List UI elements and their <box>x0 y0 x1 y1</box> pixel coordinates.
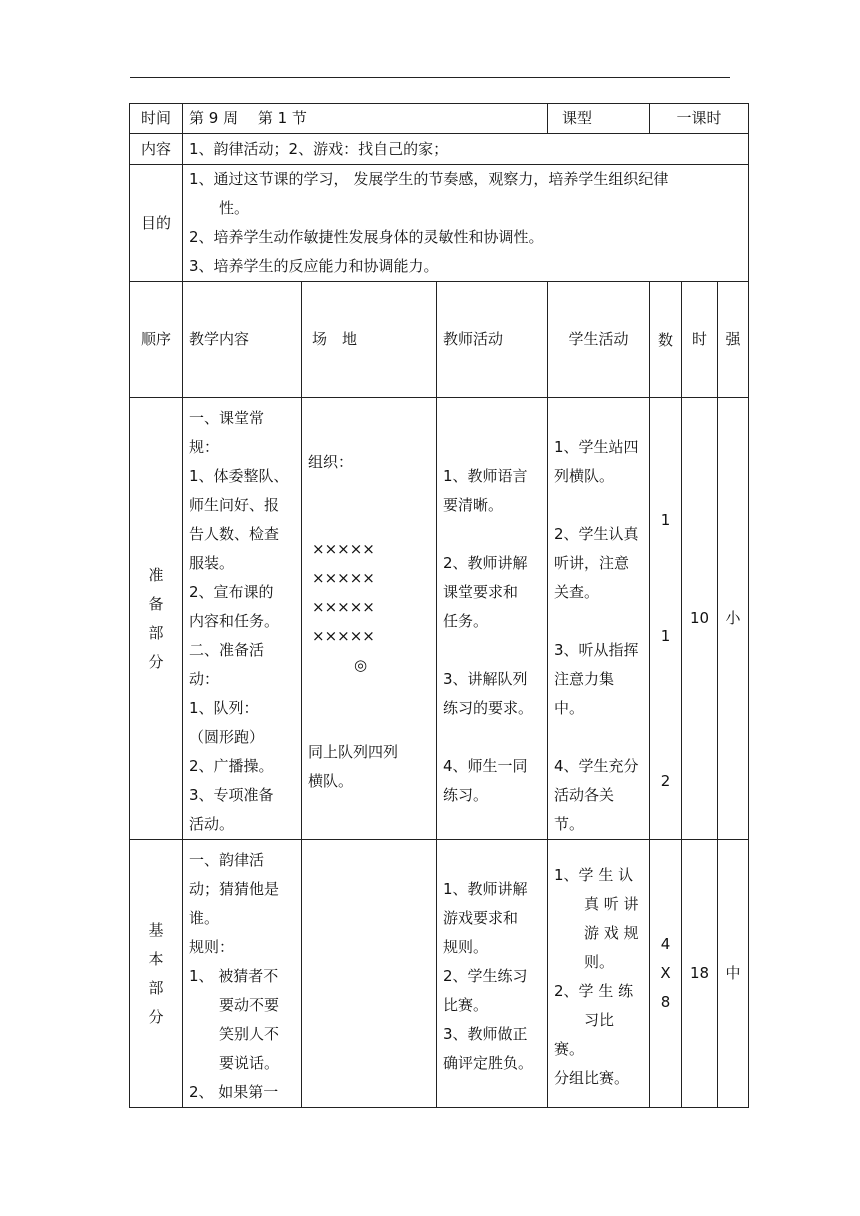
venue-org-label: 组织： <box>308 452 354 471</box>
lesson-type-label: 课型 <box>548 104 650 134</box>
formation-row: ××××× <box>312 626 375 645</box>
basic-teacher <box>437 840 548 1108</box>
formation-row: ××××× <box>312 597 375 616</box>
prep-section-row <box>130 398 749 840</box>
header-rule <box>130 77 730 78</box>
basic-section-label <box>130 840 183 1108</box>
prep-teacher-text: 1、教师语言 要清晰。 2、教师讲解 课堂要求和 任务。 3、讲解队列 练习的要求。 4、师生一同 练习。 <box>443 467 534 804</box>
goal-item: 1、通过这节课的学习， 发展学生的节奏感，观察力，培养学生组织纪律 <box>189 170 669 188</box>
col-time: 时 <box>682 282 718 398</box>
goal-item: 3、培养学生的反应能力和协调能力。 <box>189 257 439 275</box>
lesson-plan-table <box>129 103 749 1108</box>
col-student: 学生活动 <box>548 282 650 398</box>
col-count: 数 <box>650 282 682 398</box>
venue-note: 同上队列四列 横队。 <box>308 742 399 790</box>
basic-count-text: 4 X 8 <box>660 935 671 1011</box>
prep-content-text: 一、课堂常 规： 1、体委整队、 师生问好、报 告人数、检查 服装。 2、宣布课的 内容和任务。 二、准备活 动： 1、队列： （圆形跑） 2、广播操。 3、专项准备 活动。 <box>189 409 289 833</box>
prep-venue <box>302 398 437 840</box>
basic-student <box>548 840 650 1108</box>
prep-label-char: 分 <box>148 652 164 671</box>
formation-row: ××××× <box>312 539 375 558</box>
content-value: 1、韵律活动；2、游戏：找自己的家； <box>183 134 749 165</box>
basic-label-char: 部 <box>148 978 164 997</box>
teacher-position-symbol: ◎ <box>354 655 368 674</box>
basic-time: 18 <box>682 840 718 1108</box>
basic-count <box>650 840 682 1108</box>
content-row <box>130 134 749 165</box>
prep-time: 10 <box>682 398 718 840</box>
basic-label-char: 基 <box>148 920 164 939</box>
basic-content-text: 一、韵律活 动；猜猜他是 谁。 规则： 1、 被猜者不 要动不要 笑别人不 要说话。 2、 如果第一 <box>189 851 280 1101</box>
col-venue: 场 地 <box>302 282 437 398</box>
prep-label-char: 部 <box>148 623 164 642</box>
prep-label-char: 备 <box>148 594 164 613</box>
col-intensity: 强 <box>718 282 749 398</box>
basic-venue <box>302 840 437 1108</box>
prep-content <box>183 398 302 840</box>
col-order: 顺序 <box>130 282 183 398</box>
basic-label-char: 分 <box>148 1007 164 1026</box>
goals-row <box>130 165 749 282</box>
formation-row: ××××× <box>312 568 375 587</box>
lesson-type-value: 一课时 <box>650 104 749 134</box>
prep-section-label <box>130 398 183 840</box>
prep-student-text: 1、学生站四 列横队。 2、学生认真 听讲，注意 关查。 3、听从指挥 注意力集 中。 4、学生充分 活动各关 节。 <box>554 438 639 833</box>
prep-teacher <box>437 398 548 840</box>
content-label: 内容 <box>130 134 183 165</box>
prep-label-char: 准 <box>148 565 164 584</box>
prep-count <box>650 398 682 840</box>
basic-label-char: 本 <box>148 949 164 968</box>
week-session: 第 9 周 第 1 节 <box>183 104 548 134</box>
goal-item: 性。 <box>219 199 250 217</box>
time-row <box>130 104 749 134</box>
goals-label: 目的 <box>130 165 183 282</box>
basic-intensity: 中 <box>718 840 749 1108</box>
prep-count-text: 1 1 2 <box>660 510 671 790</box>
basic-student-text: 1、学 生 认 真 听 讲 游 戏 规 则。 2、学 生 练 习比赛。 分组比赛。 <box>554 865 639 1087</box>
col-content: 教学内容 <box>183 282 302 398</box>
basic-content <box>183 840 302 1108</box>
basic-teacher-text: 1、教师讲解 游戏要求和 规则。 2、学生练习 比赛。 3、教师做正 确评定胜负。 <box>443 880 534 1072</box>
col-teacher: 教师活动 <box>437 282 548 398</box>
goals-list <box>183 165 749 282</box>
basic-section-row <box>130 840 749 1108</box>
prep-student <box>548 398 650 840</box>
column-header-row <box>130 282 749 398</box>
time-label: 时间 <box>130 104 183 134</box>
goal-item: 2、培养学生动作敏捷性发展身体的灵敏性和协调性。 <box>189 228 544 246</box>
prep-intensity: 小 <box>718 398 749 840</box>
